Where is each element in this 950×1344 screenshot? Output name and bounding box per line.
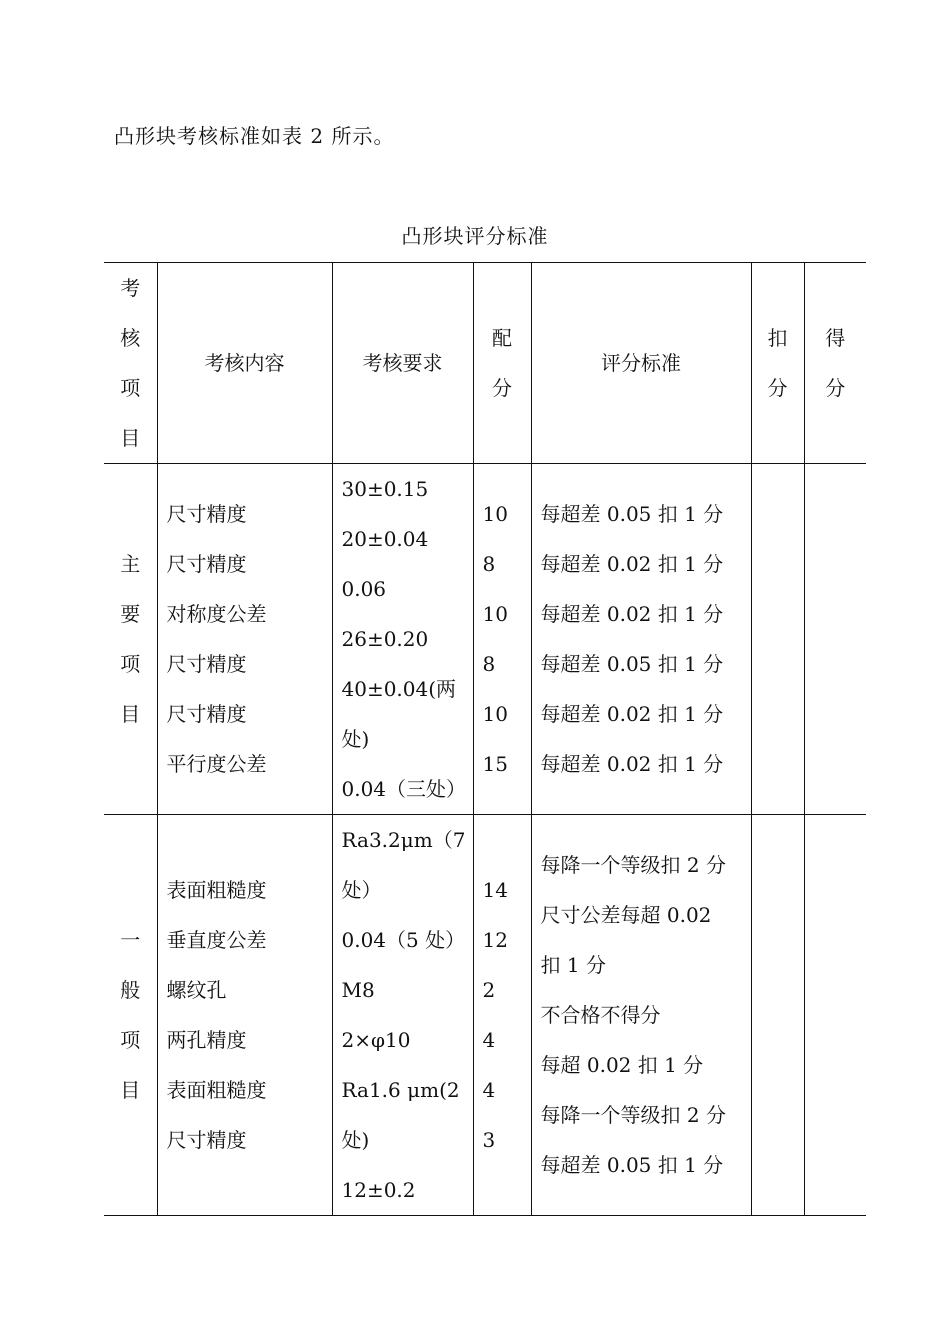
requirement-cell: Ra3.2μm（7 处） 0.04（5 处） M8 2×φ10 Ra1.6 μm(2 处) 12±0.2 xyxy=(332,815,473,1216)
requirement-cell: 30±0.15 20±0.04 0.06 26±0.20 40±0.04(两 处) 0.04（三处） xyxy=(332,464,473,815)
criteria-cell: 每降一个等级扣 2 分 尺寸公差每超 0.02 扣 1 分 不合格不得分 每超 0.02 扣 1 分 每降一个等级扣 2 分 每超差 0.05 扣 1 分 xyxy=(531,815,751,1216)
header-deduct: 扣 分 xyxy=(751,263,804,464)
content-cell: 尺寸精度 尺寸精度 对称度公差 尺寸精度 尺寸精度 平行度公差 xyxy=(157,464,332,815)
header-content: 考核内容 xyxy=(157,263,332,464)
criteria-cell: 每超差 0.05 扣 1 分 每超差 0.02 扣 1 分 每超差 0.02 扣 1 分 每超差 0.05 扣 1 分 每超差 0.02 扣 1 分 每超差 0.02 扣 1 分 xyxy=(531,464,751,815)
deduct-cell xyxy=(751,815,804,1216)
item-cell: 主 要 项 目 xyxy=(104,464,157,815)
deduct-cell xyxy=(751,464,804,815)
item-cell: 一 般 项 目 xyxy=(104,815,157,1216)
intro-text: 凸形块考核标准如表 2 所示。 xyxy=(114,124,395,148)
table-row xyxy=(104,815,866,1216)
score-cell xyxy=(804,464,866,815)
table-row xyxy=(104,464,866,815)
score-cell xyxy=(804,815,866,1216)
points-cell: 14 12 2 4 4 3 xyxy=(473,815,531,1216)
table-caption: 凸形块评分标准 xyxy=(401,224,549,248)
points-cell: 10 8 10 8 10 15 xyxy=(473,464,531,815)
table-header-row xyxy=(104,263,866,464)
scoring-table xyxy=(104,262,866,1216)
header-criteria: 评分标准 xyxy=(531,263,751,464)
content-cell: 表面粗糙度 垂直度公差 螺纹孔 两孔精度 表面粗糙度 尺寸精度 xyxy=(157,815,332,1216)
header-points: 配 分 xyxy=(473,263,531,464)
header-item: 考 核 项 目 xyxy=(104,263,157,464)
header-requirement: 考核要求 xyxy=(332,263,473,464)
header-score: 得 分 xyxy=(804,263,866,464)
